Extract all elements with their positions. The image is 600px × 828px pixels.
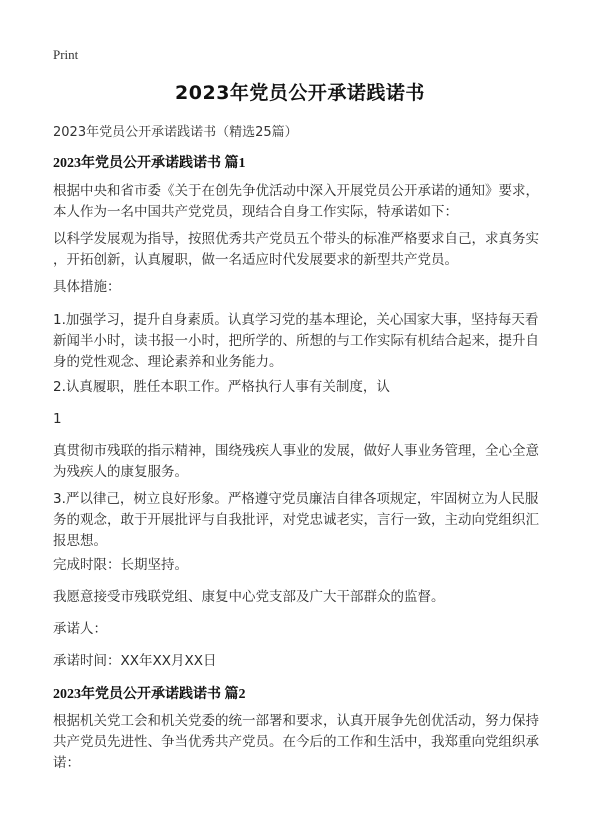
print-label[interactable]: Print xyxy=(53,47,79,62)
paragraph-intro xyxy=(53,181,553,223)
paragraph-measure-3 xyxy=(53,489,553,552)
section-heading-1: 2023年党员公开承诺践诺书 篇1 xyxy=(53,156,246,171)
text-line: 3.严以律己，树立良好形象。严格遵守党员廉洁自律各项规定，牢固树立为人民服 xyxy=(53,491,539,507)
paragraph-measure-1 xyxy=(53,310,553,373)
text-line: 以科学发展观为指导，按照优秀共产党员五个带头的标准严格要求自己，求真务实 xyxy=(53,231,539,247)
section-heading-2: 2023年党员公开承诺践诺书 篇2 xyxy=(53,687,246,702)
text-line: 身的党性观念、理论素养和业务能力。 xyxy=(53,354,283,370)
paragraph-promise-date: 承诺时间：XX年XX月XX日 xyxy=(53,653,217,669)
paragraph-measure-2: 2.认真履职，胜任本职工作。严格执行人事有关制度，认 xyxy=(53,379,390,395)
text-line: 为残疾人的康复服务。 xyxy=(53,464,188,480)
paragraph-promisor: 承诺人： xyxy=(53,621,107,637)
text-line: 本人作为一名中国共产党党员，现结合自身工作实际，特承诺如下： xyxy=(53,204,458,220)
text-line: 新闻半小时，读书报一小时，把所学的、所想的与工作实际有机结合起来，提升自 xyxy=(53,333,539,349)
paragraph-supervision: 我愿意接受市残联党组、康复中心党支部及广大干部群众的监督。 xyxy=(53,589,445,605)
text-line: 真贯彻市残联的指示精神，围绕残疾人事业的发展，做好人事业务管理，全心全意 xyxy=(53,443,539,459)
paragraph-guidance xyxy=(53,229,553,271)
text-line: 1.加强学习，提升自身素质。认真学习党的基本理论，关心国家大事，坚持每天看 xyxy=(53,312,539,328)
text-line: ，开拓创新，认真履职，做一名适应时代发展要求的新型共产党员。 xyxy=(53,252,458,268)
text-line: 务的观念，敢于开展批评与自我批评，对党忠诚老实，言行一致，主动向党组织汇 xyxy=(53,512,539,528)
document-title: 2023年党员公开承诺践诺书 xyxy=(175,82,425,104)
paragraph-section2-intro xyxy=(53,711,553,774)
text-line: 根据中央和省市委《关于在创先争优活动中深入开展党员公开承诺的通知》要求， xyxy=(53,183,539,199)
text-line: 共产党员先进性、争当优秀共产党员。在今后的工作和生活中，我郑重向党组织承 xyxy=(53,734,539,750)
paragraph-measures-label: 具体措施： xyxy=(53,279,121,295)
text-line: 诺： xyxy=(53,755,80,771)
text-line: 根据机关党工会和机关党委的统一部署和要求，认真开展争先创优活动，努力保持 xyxy=(53,713,539,729)
text-line: 报思想。 xyxy=(53,533,107,549)
page-number: 1 xyxy=(53,411,62,427)
document-subtitle: 2023年党员公开承诺践诺书（精选25篇） xyxy=(53,125,298,140)
paragraph-deadline: 完成时限：长期坚持。 xyxy=(53,557,188,573)
paragraph-measure-2-cont xyxy=(53,441,553,483)
